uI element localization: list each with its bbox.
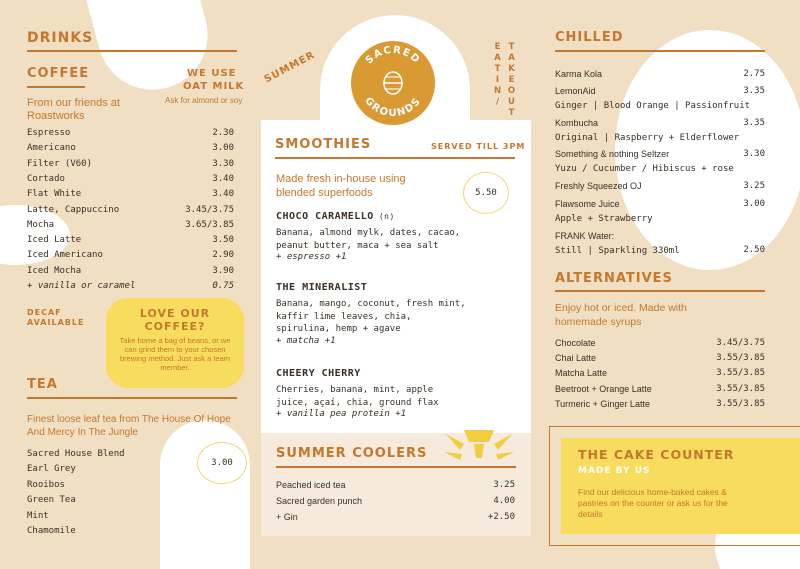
alternatives-rule xyxy=(555,290,765,292)
chilled-rule xyxy=(555,50,765,52)
coffee-item xyxy=(27,235,234,245)
coffee-item-price: 3.40 xyxy=(212,173,234,184)
smoothie-price: 5.50 xyxy=(475,188,497,198)
logo-line1: SACRED xyxy=(363,44,423,67)
coolers-rule xyxy=(276,466,516,468)
coffee-intro: From our friends at Roastworks xyxy=(27,97,120,122)
coffee-item xyxy=(27,205,234,215)
drinks-rule xyxy=(27,50,237,52)
decaf-label: DECAF AVAILABLE xyxy=(27,308,85,327)
tea-item: Earl Grey xyxy=(27,464,76,475)
chilled-item-name: Karma Kola xyxy=(555,69,603,79)
cooler-item-name: + Gin xyxy=(276,512,298,522)
alternative-item xyxy=(555,399,765,409)
chilled-item-name: Kombucha xyxy=(555,118,599,128)
chilled-item-sub: Original | Raspberry + Elderflower xyxy=(555,133,740,143)
coffee-item xyxy=(27,189,234,199)
alternative-item-price: 3.45/3.75 xyxy=(716,338,765,348)
alternative-item-name: Chai Latte xyxy=(555,353,597,364)
smoothie-desc: Cherries, banana, mint, apple juice, açaí, chia, ground flax xyxy=(276,385,439,408)
coffee-item-price: 2.30 xyxy=(212,128,234,138)
chilled-item-name: FRANK Water: xyxy=(555,231,615,241)
tea-item: Sacred House Blend xyxy=(27,449,125,459)
bg-blob-bottom-left xyxy=(160,420,250,569)
coffee-item-name: + vanilla or caramel xyxy=(27,281,136,291)
chilled-item-sub: Still | Sparkling 330ml xyxy=(555,246,680,256)
love-coffee-card xyxy=(106,298,244,388)
tea-price: 3.00 xyxy=(211,458,233,468)
smoothie-name xyxy=(276,282,367,293)
alternative-item-price: 3.55/3.85 xyxy=(716,353,765,364)
drinks-title: DRINKS xyxy=(27,30,94,46)
tea-item: Rooibos xyxy=(27,479,65,490)
cooler-item-price: 3.25 xyxy=(493,480,515,490)
coffee-item-name: Iced Latte xyxy=(27,235,82,246)
tea-item: Chamomile xyxy=(27,526,76,536)
take-out-label: TAKE OUT xyxy=(507,42,517,118)
smoothie-name-text: CHEERY CHERRY xyxy=(276,368,361,379)
chilled-item-price: 3.35 xyxy=(743,86,765,96)
oat-milk-label: OAT MILK xyxy=(183,81,245,92)
chilled-item-sub: Yuzu / Cucumber / Hibiscus + rose xyxy=(555,164,734,174)
alternative-item-name: Matcha Latte xyxy=(555,368,608,379)
eat-in-label: EAT IN / xyxy=(493,42,503,107)
smoothie-extra: + matcha +1 xyxy=(276,335,336,346)
coffee-item-name: Americano xyxy=(27,143,76,154)
coffee-item xyxy=(27,174,234,184)
coffee-item-name: Filter (V60) xyxy=(27,158,93,169)
alternative-item xyxy=(555,338,765,348)
coffee-item-price: 3.40 xyxy=(212,189,234,200)
tea-item: Green Tea xyxy=(27,495,76,506)
coffee-item-price: 0.75 xyxy=(212,281,234,291)
coffee-item xyxy=(27,159,234,169)
chilled-item-sub: Apple + Strawberry xyxy=(555,214,653,224)
smoothie-name-text: THE MINERALIST xyxy=(276,282,368,293)
chilled-item-sub: Ginger | Blood Orange | Passionfruit xyxy=(555,101,751,111)
coffee-item-name: Iced Mocha xyxy=(27,265,82,276)
chilled-title: CHILLED xyxy=(555,30,624,45)
alternatives-intro: Enjoy hot or iced. Made with homemade syrups xyxy=(555,302,687,328)
tea-intro: Finest loose leaf tea from The House Of Hope And Mercy In The Jungle xyxy=(27,414,231,438)
coffee-rule xyxy=(27,86,85,88)
alternative-item xyxy=(555,384,765,394)
coffee-item-price: 3.00 xyxy=(212,143,234,154)
alternatives-title: ALTERNATIVES xyxy=(555,271,673,286)
tea-item: Mint xyxy=(27,510,49,521)
coffee-item xyxy=(27,266,234,276)
alternative-item-price: 3.55/3.85 xyxy=(716,398,765,409)
coffee-item-name: Cortado xyxy=(27,173,65,184)
chilled-item xyxy=(555,181,765,191)
chilled-item xyxy=(555,199,765,209)
we-use-label: WE USE xyxy=(187,68,237,79)
cooler-item xyxy=(276,512,515,522)
coffee-item-price: 3.30 xyxy=(212,158,234,169)
coffee-item-name: Latte, Cappuccino xyxy=(27,204,120,215)
coffee-item xyxy=(27,220,234,230)
love-coffee-body: Take home a bag of beans, or we can grind them to your chosen brewing method. Just ask a team member. xyxy=(119,336,231,372)
tea-title: TEA xyxy=(27,377,58,392)
coffee-item xyxy=(27,250,234,260)
smoothie-desc: Banana, almond mylk, dates, cacao, peanut butter, maca + sea salt xyxy=(276,228,461,251)
chilled-item xyxy=(555,69,765,79)
smoothies-rule xyxy=(275,157,515,159)
coffee-item-name: Mocha xyxy=(27,219,55,230)
chilled-item-name: Freshly Squeezed OJ xyxy=(555,181,642,191)
alternative-item-name: Beetroot + Orange Latte xyxy=(555,383,652,394)
cooler-item-name: Sacred garden punch xyxy=(276,496,363,506)
logo-line2: GROUNDS xyxy=(362,95,424,120)
smoothies-served: SERVED TILL 3PM xyxy=(431,142,526,151)
cake-sub: MADE BY US xyxy=(578,466,651,476)
chilled-item-name: Flawsome Juice xyxy=(555,199,620,209)
cooler-item-price: 4.00 xyxy=(493,496,515,506)
smoothie-extra: + vanilla pea protein +1 xyxy=(276,409,407,419)
smoothie-name xyxy=(276,368,361,379)
coffee-title: COFFEE xyxy=(27,66,90,81)
alternative-item-name: Turmeric + Ginger Latte xyxy=(555,398,650,409)
smoothies-title: SMOOTHIES xyxy=(275,137,372,152)
coffee-item-price: 3.45/3.75 xyxy=(185,204,234,215)
sacred-grounds-logo xyxy=(350,40,436,126)
cooler-item-name: Peached iced tea xyxy=(276,480,346,490)
chilled-item-price: 2.50 xyxy=(743,245,765,255)
smoothie-extra: + espresso +1 xyxy=(276,252,347,262)
alternative-item xyxy=(555,353,765,363)
chilled-item-name: LemonAid xyxy=(555,86,596,96)
coffee-item-price: 3.90 xyxy=(212,265,234,276)
sun-rays-icon xyxy=(444,430,514,466)
coffee-item xyxy=(27,143,234,153)
ask-almond-soy: Ask for almond or soy xyxy=(165,96,243,105)
alternative-item-price: 3.55/3.85 xyxy=(716,383,765,394)
smoothie-desc: Banana, mango, coconut, fresh mint, kaffir lime leaves, chia, spirulina, hemp + agave xyxy=(276,299,466,334)
chilled-item-price: 3.25 xyxy=(743,181,765,191)
cooler-item xyxy=(276,480,515,490)
tea-rule xyxy=(27,397,237,399)
coffee-item-price: 3.50 xyxy=(212,235,234,246)
chilled-item xyxy=(555,149,765,159)
chilled-item xyxy=(555,86,765,96)
chilled-item-price: 2.75 xyxy=(743,69,765,79)
smoothie-price-circle xyxy=(463,172,509,214)
smoothie-name-text: CHOCO CARAMELLO xyxy=(276,211,374,222)
coffee-item-name: Espresso xyxy=(27,128,71,138)
tea-price-circle xyxy=(197,442,247,484)
smoothie-name xyxy=(276,211,395,222)
cake-body: Find our delicious home-baked cakes & pastries on the counter or ask us for the details xyxy=(578,487,728,519)
chilled-item-price: 3.00 xyxy=(743,199,765,209)
alternative-item-name: Chocolate xyxy=(555,338,596,348)
love-coffee-title: LOVE OUR COFFEE? xyxy=(139,307,211,333)
chilled-item xyxy=(555,118,765,128)
coffee-item-price: 2.90 xyxy=(212,250,234,261)
coffee-item xyxy=(27,281,234,291)
smoothies-intro: Made fresh in-house using blended superfoods xyxy=(276,173,406,199)
smoothie-tag: (n) xyxy=(378,212,395,221)
chilled-item-name: Something & nothing Seltzer xyxy=(555,149,670,159)
alternative-item xyxy=(555,368,765,378)
coffee-item-price: 3.65/3.85 xyxy=(185,219,234,230)
summer-tag: SUMMER xyxy=(262,49,318,86)
coffee-item-name: Iced Americano xyxy=(27,250,103,261)
chilled-item-price: 3.35 xyxy=(743,118,765,128)
alternative-item-price: 3.55/3.85 xyxy=(716,368,765,379)
cooler-item xyxy=(276,496,515,506)
coffee-item xyxy=(27,128,234,138)
cooler-item-price: +2.50 xyxy=(487,512,515,522)
cake-title: THE CAKE COUNTER xyxy=(578,447,735,462)
coolers-title: SUMMER COOLERS xyxy=(276,446,428,461)
coffee-item-name: Flat White xyxy=(27,189,82,200)
chilled-item-price: 3.30 xyxy=(743,149,765,159)
